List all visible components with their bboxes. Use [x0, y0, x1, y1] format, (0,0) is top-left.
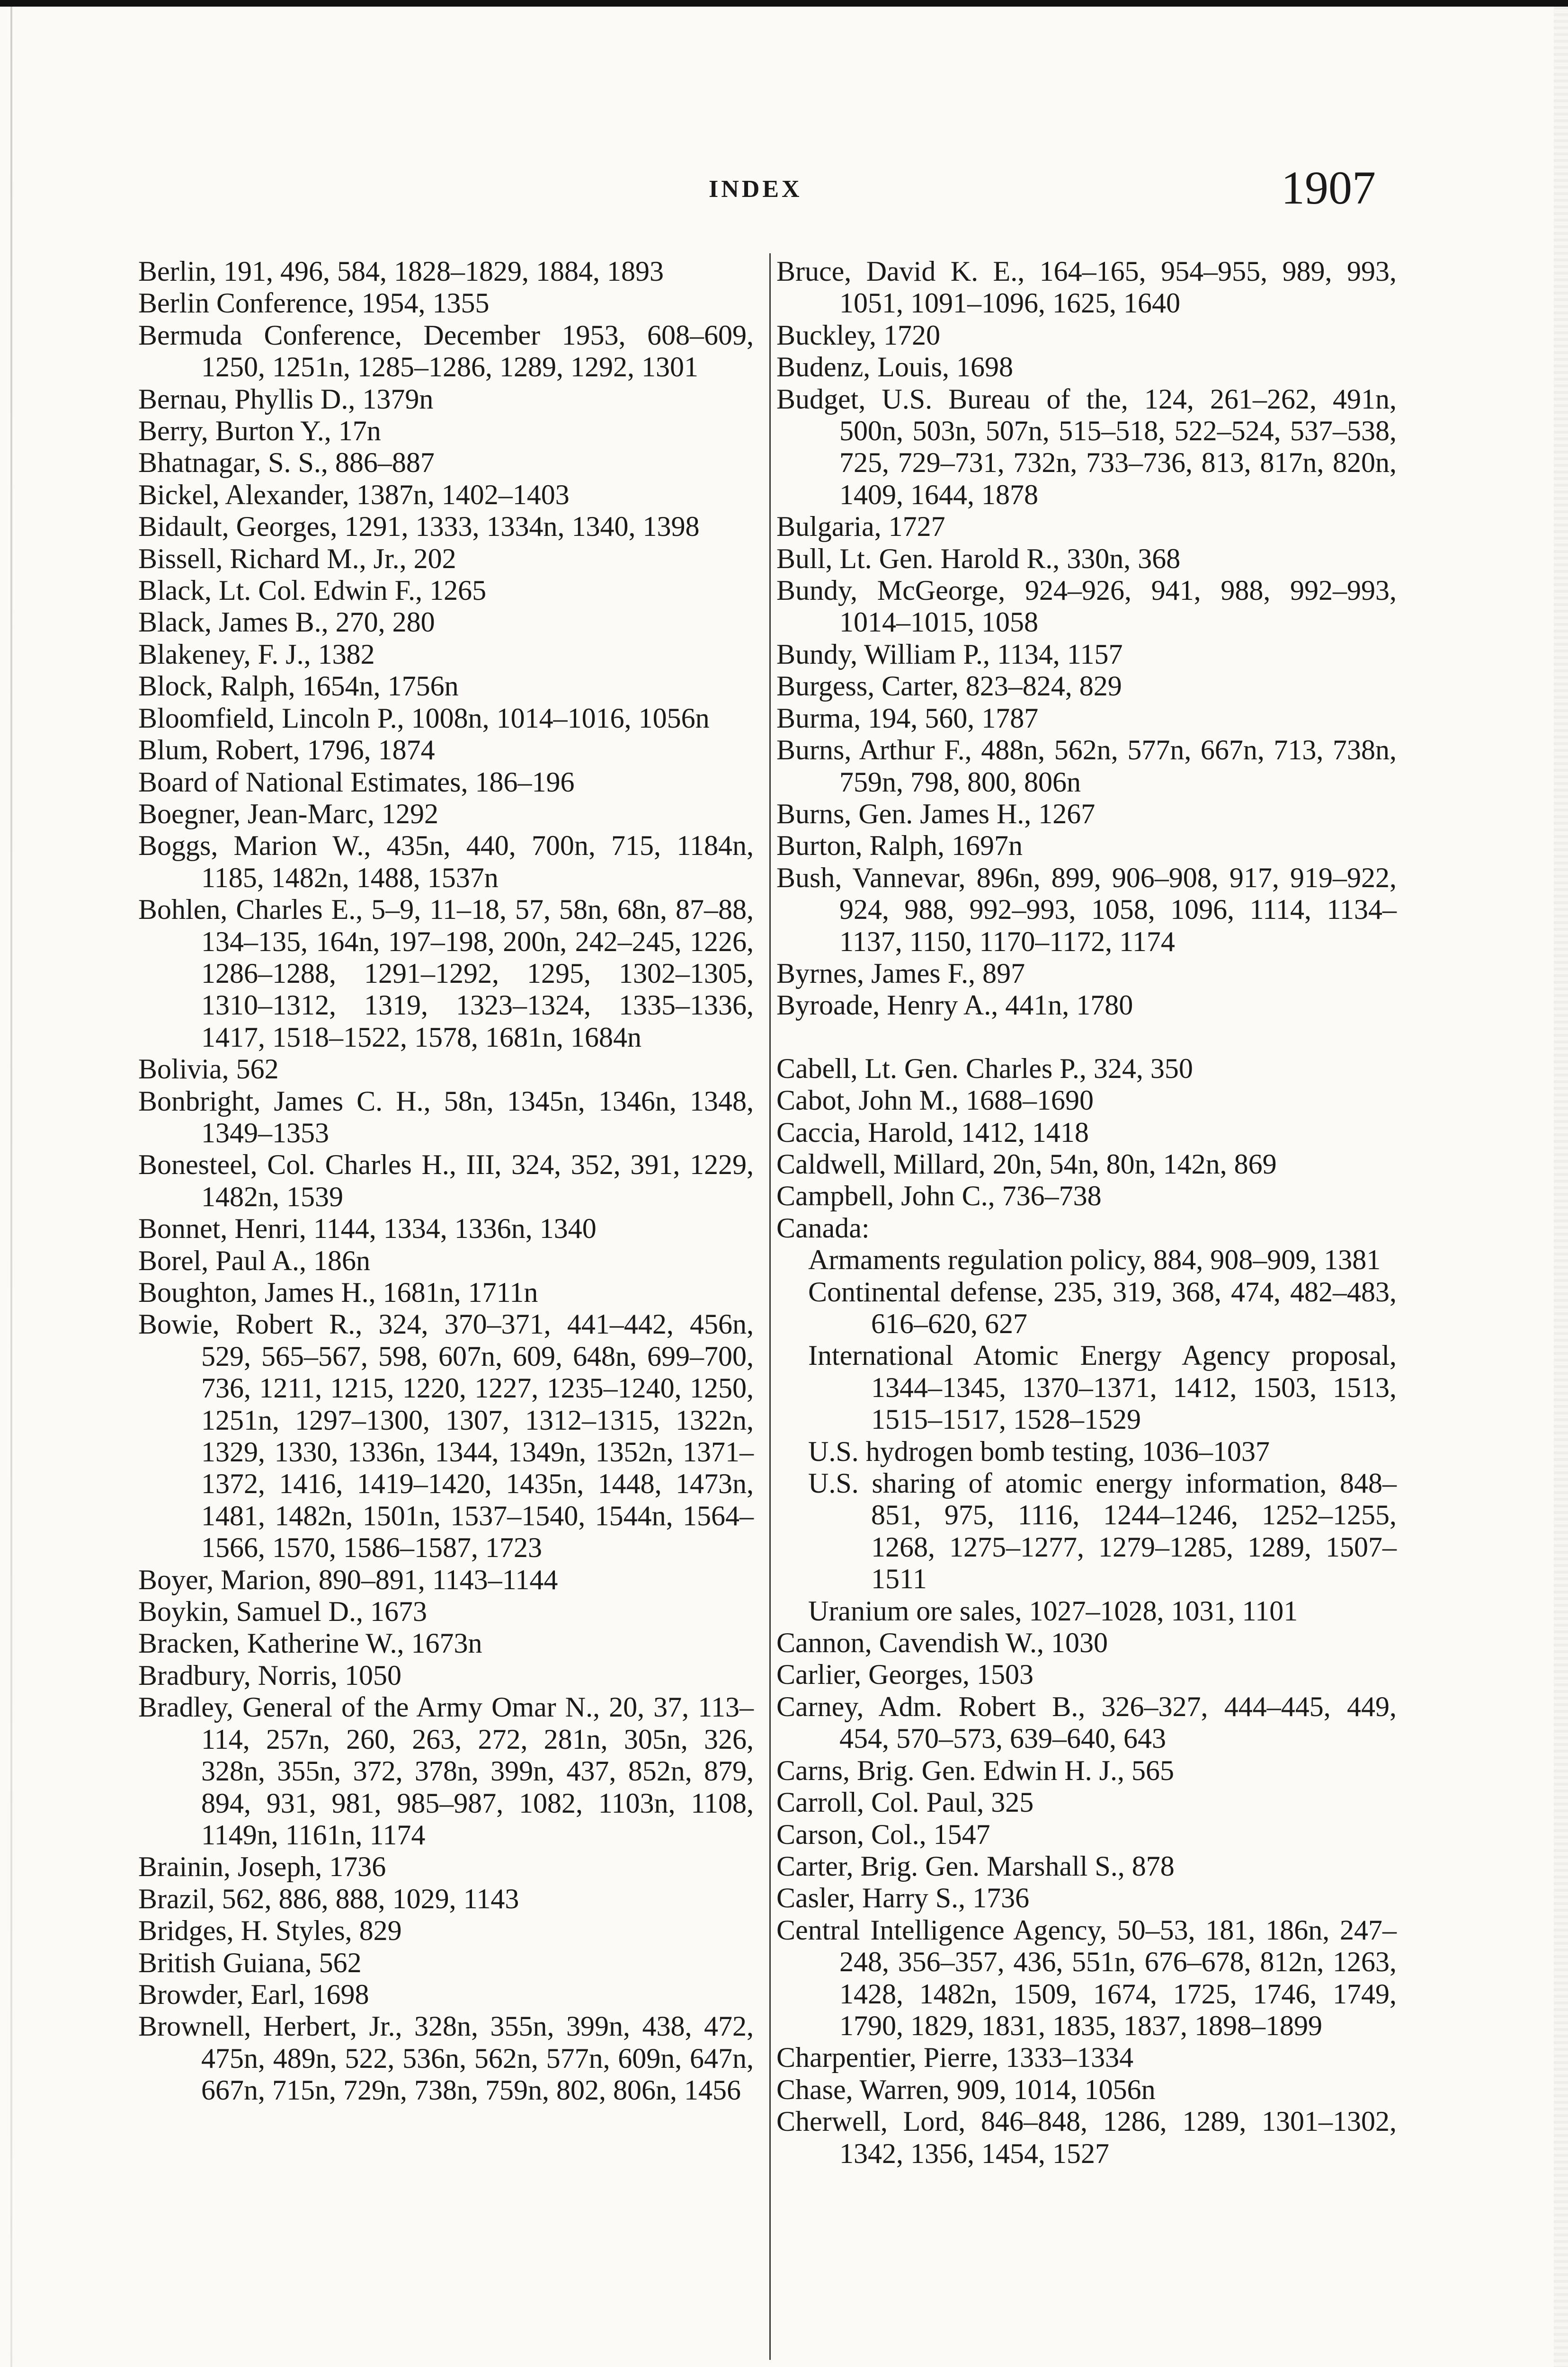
index-entry: Bradbury, Norris, 1050 — [138, 1659, 402, 1691]
index-entry: Borel, Paul A., 186n — [138, 1245, 370, 1276]
index-entry: Bruce, David K. E., 164–165, 954–955, 989, 993, 1051, 1091–1096, 1625, 1640 — [776, 256, 1397, 319]
index-entry: Boughton, James H., 1681n, 1711n — [138, 1277, 538, 1308]
index-subentry: Armaments regulation policy, 884, 908–909, 1381 — [808, 1244, 1381, 1276]
index-entry: Bolivia, 562 — [138, 1053, 279, 1085]
index-entry: Bissell, Richard M., Jr., 202 — [138, 543, 456, 574]
index-entry: Burton, Ralph, 1697n — [776, 830, 1023, 862]
index-entry: Byrnes, James F., 897 — [776, 957, 1025, 989]
index-subentry: Continental defense, 235, 319, 368, 474, 482–483, 616–620, 627 — [808, 1276, 1397, 1339]
index-subentry: Uranium ore sales, 1027–1028, 1031, 1101 — [808, 1595, 1298, 1627]
index-entry: Carter, Brig. Gen. Marshall S., 878 — [776, 1850, 1175, 1882]
index-entry: Block, Ralph, 1654n, 1756n — [138, 670, 459, 702]
index-entry: Caldwell, Millard, 20n, 54n, 80n, 142n, 869 — [776, 1148, 1277, 1180]
index-entry: Brazil, 562, 886, 888, 1029, 1143 — [138, 1883, 519, 1914]
index-entry: Brownell, Herbert, Jr., 328n, 355n, 399n, 438, 472, 475n, 489n, 522, 536n, 562n, 577n, 609n, 647n, 667n, 715n, 729n, 738n, 759n, 802, 806n, 1456 — [138, 2011, 754, 2106]
index-entry: Bermuda Conference, December 1953, 608–609, 1250, 1251n, 1285–1286, 1289, 1292, 1301 — [138, 319, 754, 383]
index-entry: Black, James B., 270, 280 — [138, 606, 435, 638]
index-entry: Cabot, John M., 1688–1690 — [776, 1085, 1094, 1116]
index-entry: Caccia, Harold, 1412, 1418 — [776, 1116, 1089, 1148]
scan-right-margin — [1554, 7, 1568, 2367]
index-entry: Bidault, Georges, 1291, 1333, 1334n, 1340, 1398 — [138, 511, 700, 543]
index-entry: Cabell, Lt. Gen. Charles P., 324, 350 — [776, 1052, 1193, 1084]
scan-top-edge — [0, 0, 1568, 7]
index-entry: Bush, Vannevar, 896n, 899, 906–908, 917, 919–922, 924, 988, 992–993, 1058, 1096, 1114, 1134–1137, 1150, 1170–1172, 1174 — [776, 862, 1397, 957]
index-entry: Central Intelligence Agency, 50–53, 181, 186n, 247–248, 356–357, 436, 551n, 676–678, 812n, 1263, 1428, 1482n, 1509, 1674, 1725, 1746, 1749, 1790, 1829, 1831, 1835, 1837, 1898–1899 — [776, 1914, 1397, 2041]
index-entry: Burns, Gen. James H., 1267 — [776, 798, 1096, 829]
running-head: INDEX — [709, 176, 802, 203]
index-entry: Carney, Adm. Robert B., 326–327, 444–445, 449, 454, 570–573, 639–640, 643 — [776, 1691, 1397, 1754]
index-entry: Carns, Brig. Gen. Edwin H. J., 565 — [776, 1754, 1174, 1786]
index-entry: Chase, Warren, 909, 1014, 1056n — [776, 2073, 1156, 2105]
index-entry: Browder, Earl, 1698 — [138, 1978, 369, 2010]
index-entry: Carlier, Georges, 1503 — [776, 1659, 1034, 1691]
index-entry: Bickel, Alexander, 1387n, 1402–1403 — [138, 479, 570, 510]
index-entry: Bonbright, James C. H., 58n, 1345n, 1346n, 1348, 1349–1353 — [138, 1085, 754, 1148]
index-entry: Black, Lt. Col. Edwin F., 1265 — [138, 575, 487, 606]
index-entry: Budget, U.S. Bureau of the, 124, 261–262, 491n, 500n, 503n, 507n, 515–518, 522–524, 537–538, 725, 729–731, 732n, 733–736, 813, 817n, 820n, 1409, 1644, 1878 — [776, 383, 1397, 510]
index-entry: Bhatnagar, S. S., 886–887 — [138, 447, 435, 479]
index-entry: Bowie, Robert R., 324, 370–371, 441–442, 456n, 529, 565–567, 598, 607n, 609, 648n, 699–700, 736, 1211, 1215, 1220, 1227, 1235–1240, 1250, 1251n, 1297–1300, 1307, 1312–1315, 1322n, 1329, 1330, 1336n, 1344, 1349n, 1352n, 1371–1372, 1416, 1419–1420, 1435n, 1448, 1473n, 1481, 1482n, 1501n, 1537–1540, 1544n, 1564–1566, 1570, 1586–1587, 1723 — [138, 1308, 754, 1564]
index-entry: Boyer, Marion, 890–891, 1143–1144 — [138, 1564, 558, 1595]
index-entry: Bracken, Katherine W., 1673n — [138, 1628, 482, 1659]
index-entry: Bohlen, Charles E., 5–9, 11–18, 57, 58n, 68n, 87–88, 134–135, 164n, 197–198, 200n, 242–245, 1226, 1286–1288, 1291–1292, 1295, 1302–1305, 1310–1312, 1319, 1323–1324, 1335–1336, 1417, 1518–1522, 1578, 1681n, 1684n — [138, 894, 754, 1053]
index-entry: Bull, Lt. Gen. Harold R., 330n, 368 — [776, 543, 1181, 574]
index-entry: Bonesteel, Col. Charles H., III, 324, 352, 391, 1229, 1482n, 1539 — [138, 1149, 754, 1212]
index-entry: Bulgaria, 1727 — [776, 511, 945, 543]
index-entry: Burgess, Carter, 823–824, 829 — [776, 670, 1122, 702]
index-entry: Blum, Robert, 1796, 1874 — [138, 734, 435, 766]
index-entry: Berlin Conference, 1954, 1355 — [138, 287, 490, 319]
index-entry: Carson, Col., 1547 — [776, 1818, 990, 1850]
index-entry: Berlin, 191, 496, 584, 1828–1829, 1884, 1893 — [138, 256, 664, 287]
index-entry: British Guiana, 562 — [138, 1947, 362, 1978]
column-divider — [769, 253, 771, 2360]
index-entry: Carroll, Col. Paul, 325 — [776, 1787, 1034, 1818]
index-entry: Berry, Burton Y., 17n — [138, 415, 381, 447]
index-column-left — [138, 256, 754, 2107]
index-entry: Bernau, Phyllis D., 1379n — [138, 383, 434, 415]
index-entry: Campbell, John C., 736–738 — [776, 1180, 1102, 1212]
index-column-right — [776, 256, 1397, 2170]
page-number: 1907 — [1281, 161, 1376, 214]
index-entry: Charpentier, Pierre, 1333–1334 — [776, 2042, 1134, 2073]
index-entry: Board of National Estimates, 186–196 — [138, 766, 575, 798]
index-entry: Boykin, Samuel D., 1673 — [138, 1596, 427, 1628]
index-entry: Casler, Harry S., 1736 — [776, 1882, 1030, 1914]
index-entry: Bundy, William P., 1134, 1157 — [776, 638, 1123, 670]
index-entry: Bloomfield, Lincoln P., 1008n, 1014–1016, 1056n — [138, 702, 710, 734]
index-entry: Bridges, H. Styles, 829 — [138, 1915, 402, 1947]
index-entry: Boegner, Jean-Marc, 1292 — [138, 798, 439, 829]
index-entry: Bundy, McGeorge, 924–926, 941, 988, 992–993, 1014–1015, 1058 — [776, 575, 1397, 638]
index-entry: Boggs, Marion W., 435n, 440, 700n, 715, 1184n, 1185, 1482n, 1488, 1537n — [138, 830, 754, 893]
letter-section-gap — [776, 1022, 1397, 1053]
scan-left-edge — [10, 7, 12, 2367]
index-entry: Buckley, 1720 — [776, 319, 941, 351]
index-subentry: U.S. hydrogen bomb testing, 1036–1037 — [808, 1435, 1270, 1467]
index-subentry: International Atomic Energy Agency proposal, 1344–1345, 1370–1371, 1412, 1503, 1513, 1515–1517, 1528–1529 — [808, 1340, 1397, 1435]
index-entry: Brainin, Joseph, 1736 — [138, 1851, 386, 1883]
index-entry: Budenz, Louis, 1698 — [776, 351, 1013, 383]
index-entry: Blakeney, F. J., 1382 — [138, 638, 375, 670]
index-entry: Byroade, Henry A., 441n, 1780 — [776, 989, 1133, 1021]
index-entry: Burns, Arthur F., 488n, 562n, 577n, 667n, 713, 738n, 759n, 798, 800, 806n — [776, 734, 1397, 798]
index-entry: Bonnet, Henri, 1144, 1334, 1336n, 1340 — [138, 1213, 597, 1245]
index-entry: Cherwell, Lord, 846–848, 1286, 1289, 1301–1302, 1342, 1356, 1454, 1527 — [776, 2106, 1397, 2169]
index-entry: Burma, 194, 560, 1787 — [776, 702, 1039, 734]
index-entry: Cannon, Cavendish W., 1030 — [776, 1627, 1108, 1659]
index-subentry: U.S. sharing of atomic energy information, 848–851, 975, 1116, 1244–1246, 1252–1255, 1268, 1275–1277, 1279–1285, 1289, 1507–1511 — [808, 1468, 1397, 1595]
index-entry: Bradley, General of the Army Omar N., 20, 37, 113–114, 257n, 260, 263, 272, 281n, 305n, 326, 328n, 355n, 372, 378n, 399n, 437, 852n, 879, 894, 931, 981, 985–987, 1082, 1103n, 1108, 1149n, 1161n, 1174 — [138, 1691, 754, 1851]
index-entry: Canada: — [776, 1212, 870, 1244]
